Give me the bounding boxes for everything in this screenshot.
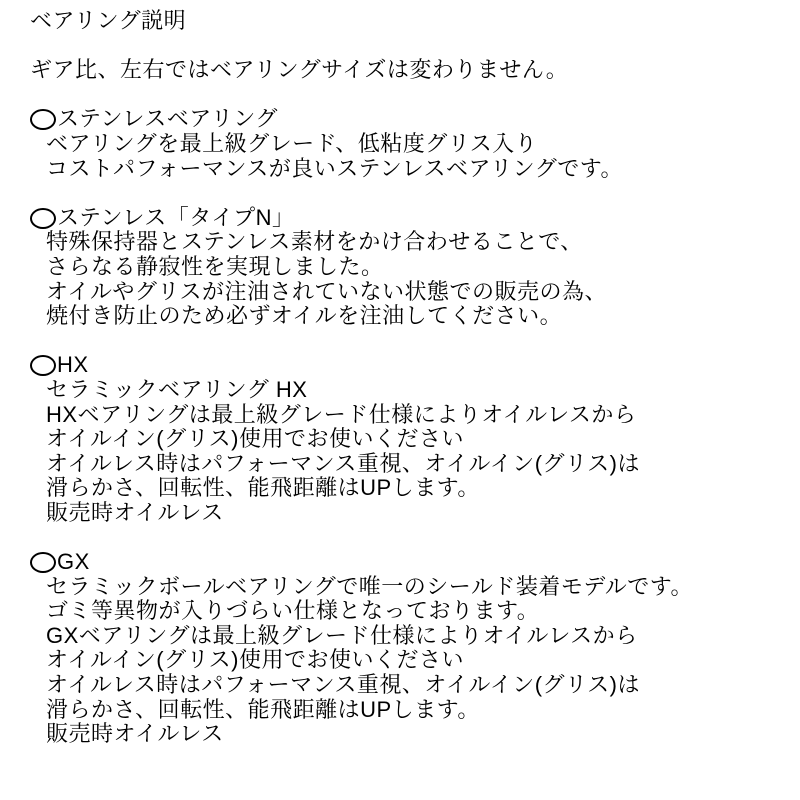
- bearing-section: [30, 353, 796, 525]
- section-line: オイルやグリスが注油されていない状態での販売の為、: [46, 278, 607, 304]
- section-line: オイルイン(グリス)使用でお使いください: [46, 426, 465, 452]
- circle-outline-icon: [30, 109, 56, 130]
- section-line: ベアリングを最上級グレード、低粘度グリス入り: [46, 130, 538, 156]
- section-heading: [30, 206, 796, 231]
- section-line: オイルレス時はパフォーマンス重視、オイルイン(グリス)は: [46, 672, 640, 698]
- section-heading: [30, 353, 796, 378]
- section-body: [46, 230, 796, 328]
- section-line: HXベアリングは最上級グレード仕様によりオイルレスから: [46, 401, 637, 427]
- circle-outline-icon: [30, 355, 56, 376]
- page-title: ベアリング説明: [30, 8, 187, 33]
- section-heading: [30, 550, 796, 575]
- section-line: セラミックボールベアリングで唯一のシールド装着モデルです。: [46, 573, 694, 599]
- section-line: 販売時オイルレス: [46, 499, 224, 525]
- section-line: コストパフォーマンスが良いステンレスベアリングです。: [46, 155, 623, 181]
- section-body: [46, 378, 796, 526]
- circle-outline-icon: [30, 552, 56, 573]
- section-heading-text: HX: [57, 352, 89, 378]
- section-line: さらなる静寂性を実現しました。: [46, 253, 384, 279]
- section-line: 滑らかさ、回転性、能飛距離はUPします。: [46, 696, 480, 722]
- bearing-section: [30, 550, 796, 747]
- section-line: GXベアリングは最上級グレード仕様によりオイルレスから: [46, 622, 638, 648]
- section-body: [46, 132, 796, 181]
- section-line: 滑らかさ、回転性、能飛距離はUPします。: [46, 475, 480, 501]
- section-line: ゴミ等異物が入りづらい仕様となっております。: [46, 598, 540, 624]
- section-line: 特殊保持器とステンレス素材をかけ合わせることで、: [46, 229, 583, 255]
- bearing-section: [30, 206, 796, 329]
- section-line: 焼付き防止のため必ずオイルを注油してください。: [46, 303, 563, 329]
- circle-outline-icon: [30, 208, 56, 229]
- intro-text: ギア比、左右ではベアリングサイズは変わりません。: [30, 57, 569, 83]
- section-line: オイルレス時はパフォーマンス重視、オイルイン(グリス)は: [46, 450, 640, 476]
- section-line: オイルイン(グリス)使用でお使いください: [46, 647, 465, 673]
- section-heading: [30, 107, 796, 132]
- section-line: 販売時オイルレス: [46, 721, 224, 747]
- section-line: セラミックベアリング HX: [46, 376, 308, 402]
- section-heading-text: ステンレスベアリング: [57, 106, 278, 132]
- section-heading-text: ステンレス「タイプN」: [57, 204, 295, 230]
- section-body: [46, 575, 796, 747]
- bearing-section: [30, 107, 796, 181]
- sections-container: [30, 107, 796, 746]
- section-heading-text: GX: [57, 549, 90, 575]
